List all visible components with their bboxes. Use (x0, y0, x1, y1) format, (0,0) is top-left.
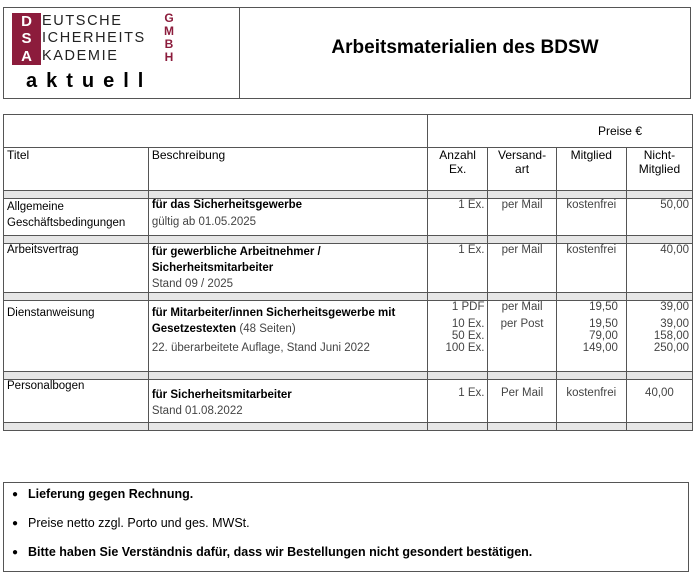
separator-row (4, 372, 693, 380)
row-beschreibung: für Sicherheitsmitarbeiter Stand 01.08.2022 (148, 380, 427, 423)
logo-initial: S (12, 30, 41, 47)
dsa-logo (12, 13, 146, 65)
logo-initial: D (12, 13, 41, 30)
row-nicht-mitglied: 50,00 (626, 199, 692, 236)
table-row (4, 199, 693, 236)
row-beschreibung: für gewerbliche Arbeitnehmer / Sicherheitsmitarbeiter Stand 09 / 2025 (148, 244, 427, 293)
row-titel: Dienstanweisung (4, 301, 149, 372)
row-anzahl: 1 Ex. (427, 199, 488, 236)
row-anzahl: 1 Ex. (427, 380, 488, 423)
logo-cell (4, 8, 240, 98)
price-header-row (4, 115, 693, 148)
row-versand: per Mail per Post (488, 301, 556, 372)
note-item: ● Preise netto zzgl. Porto und ges. MWSt. (12, 516, 250, 530)
table-row (4, 244, 693, 293)
row-mitglied: kostenfrei (556, 380, 626, 423)
bullet-icon: ● (12, 517, 19, 529)
row-nicht-mitglied: 40,00 (626, 244, 692, 293)
row-mitglied: 19,50 19,50 79,00 149,00 (556, 301, 626, 372)
logo-gmbh: G M B H (164, 11, 174, 64)
bullet-icon: ● (12, 488, 19, 500)
column-header-row (4, 148, 693, 191)
note-item: ● Bitte haben Sie Verständnis dafür, dass wir Bestellungen nicht gesondert bestätigen. (12, 545, 533, 559)
preise-label: Preise € (427, 115, 692, 148)
table-row (4, 380, 693, 423)
row-versand: per Mail (488, 199, 556, 236)
document-header (3, 7, 691, 99)
row-versand: Per Mail (488, 380, 556, 423)
col-nicht-mitglied: Nicht- Mitglied (626, 148, 692, 191)
col-anzahl: Anzahl Ex. (427, 148, 488, 191)
row-titel: Arbeitsvertrag (4, 244, 149, 293)
row-anzahl: 1 Ex. (427, 244, 488, 293)
logo-word: KADEMIE (42, 47, 119, 64)
row-versand: per Mail (488, 244, 556, 293)
notes-box (3, 482, 689, 572)
row-beschreibung: für Mitarbeiter/innen Sicherheitsgewerbe mit Gesetzestexten (48 Seiten) 22. überarbeitete Auflage, Stand Juni 2022 (148, 301, 427, 372)
bullet-icon: ● (12, 546, 19, 558)
col-beschreibung: Beschreibung (148, 148, 427, 191)
row-beschreibung: für das Sicherheitsgewerbe gültig ab 01.05.2025 (148, 199, 427, 236)
col-mitglied: Mitglied (556, 148, 626, 191)
note-item: ● Lieferung gegen Rechnung. (12, 487, 194, 501)
row-nicht-mitglied: 39,00 39,00 158,00 250,00 (626, 301, 692, 372)
separator-row (4, 423, 693, 431)
logo-word: EUTSCHE (42, 13, 123, 29)
row-titel: Personalbogen (4, 380, 149, 423)
row-titel: Allgemeine Geschäftsbedingungen (4, 199, 149, 236)
col-versand: Versand- art (488, 148, 556, 191)
table-row (4, 301, 693, 372)
separator-row (4, 236, 693, 244)
row-mitglied: kostenfrei (556, 199, 626, 236)
aktuell-label: aktuell (26, 70, 153, 92)
row-nicht-mitglied: 40,00 (626, 380, 692, 423)
materials-table (3, 114, 693, 431)
logo-initial: A (12, 48, 41, 65)
row-anzahl: 1 PDF 10 Ex. 50 Ex. 100 Ex. (427, 301, 488, 372)
row-mitglied: kostenfrei (556, 244, 626, 293)
col-titel: Titel (4, 148, 149, 191)
separator-row (4, 293, 693, 301)
logo-word: ICHERHEITS (42, 30, 146, 47)
separator-row (4, 191, 693, 199)
page-title: Arbeitsmaterialien des BDSW (331, 37, 599, 58)
